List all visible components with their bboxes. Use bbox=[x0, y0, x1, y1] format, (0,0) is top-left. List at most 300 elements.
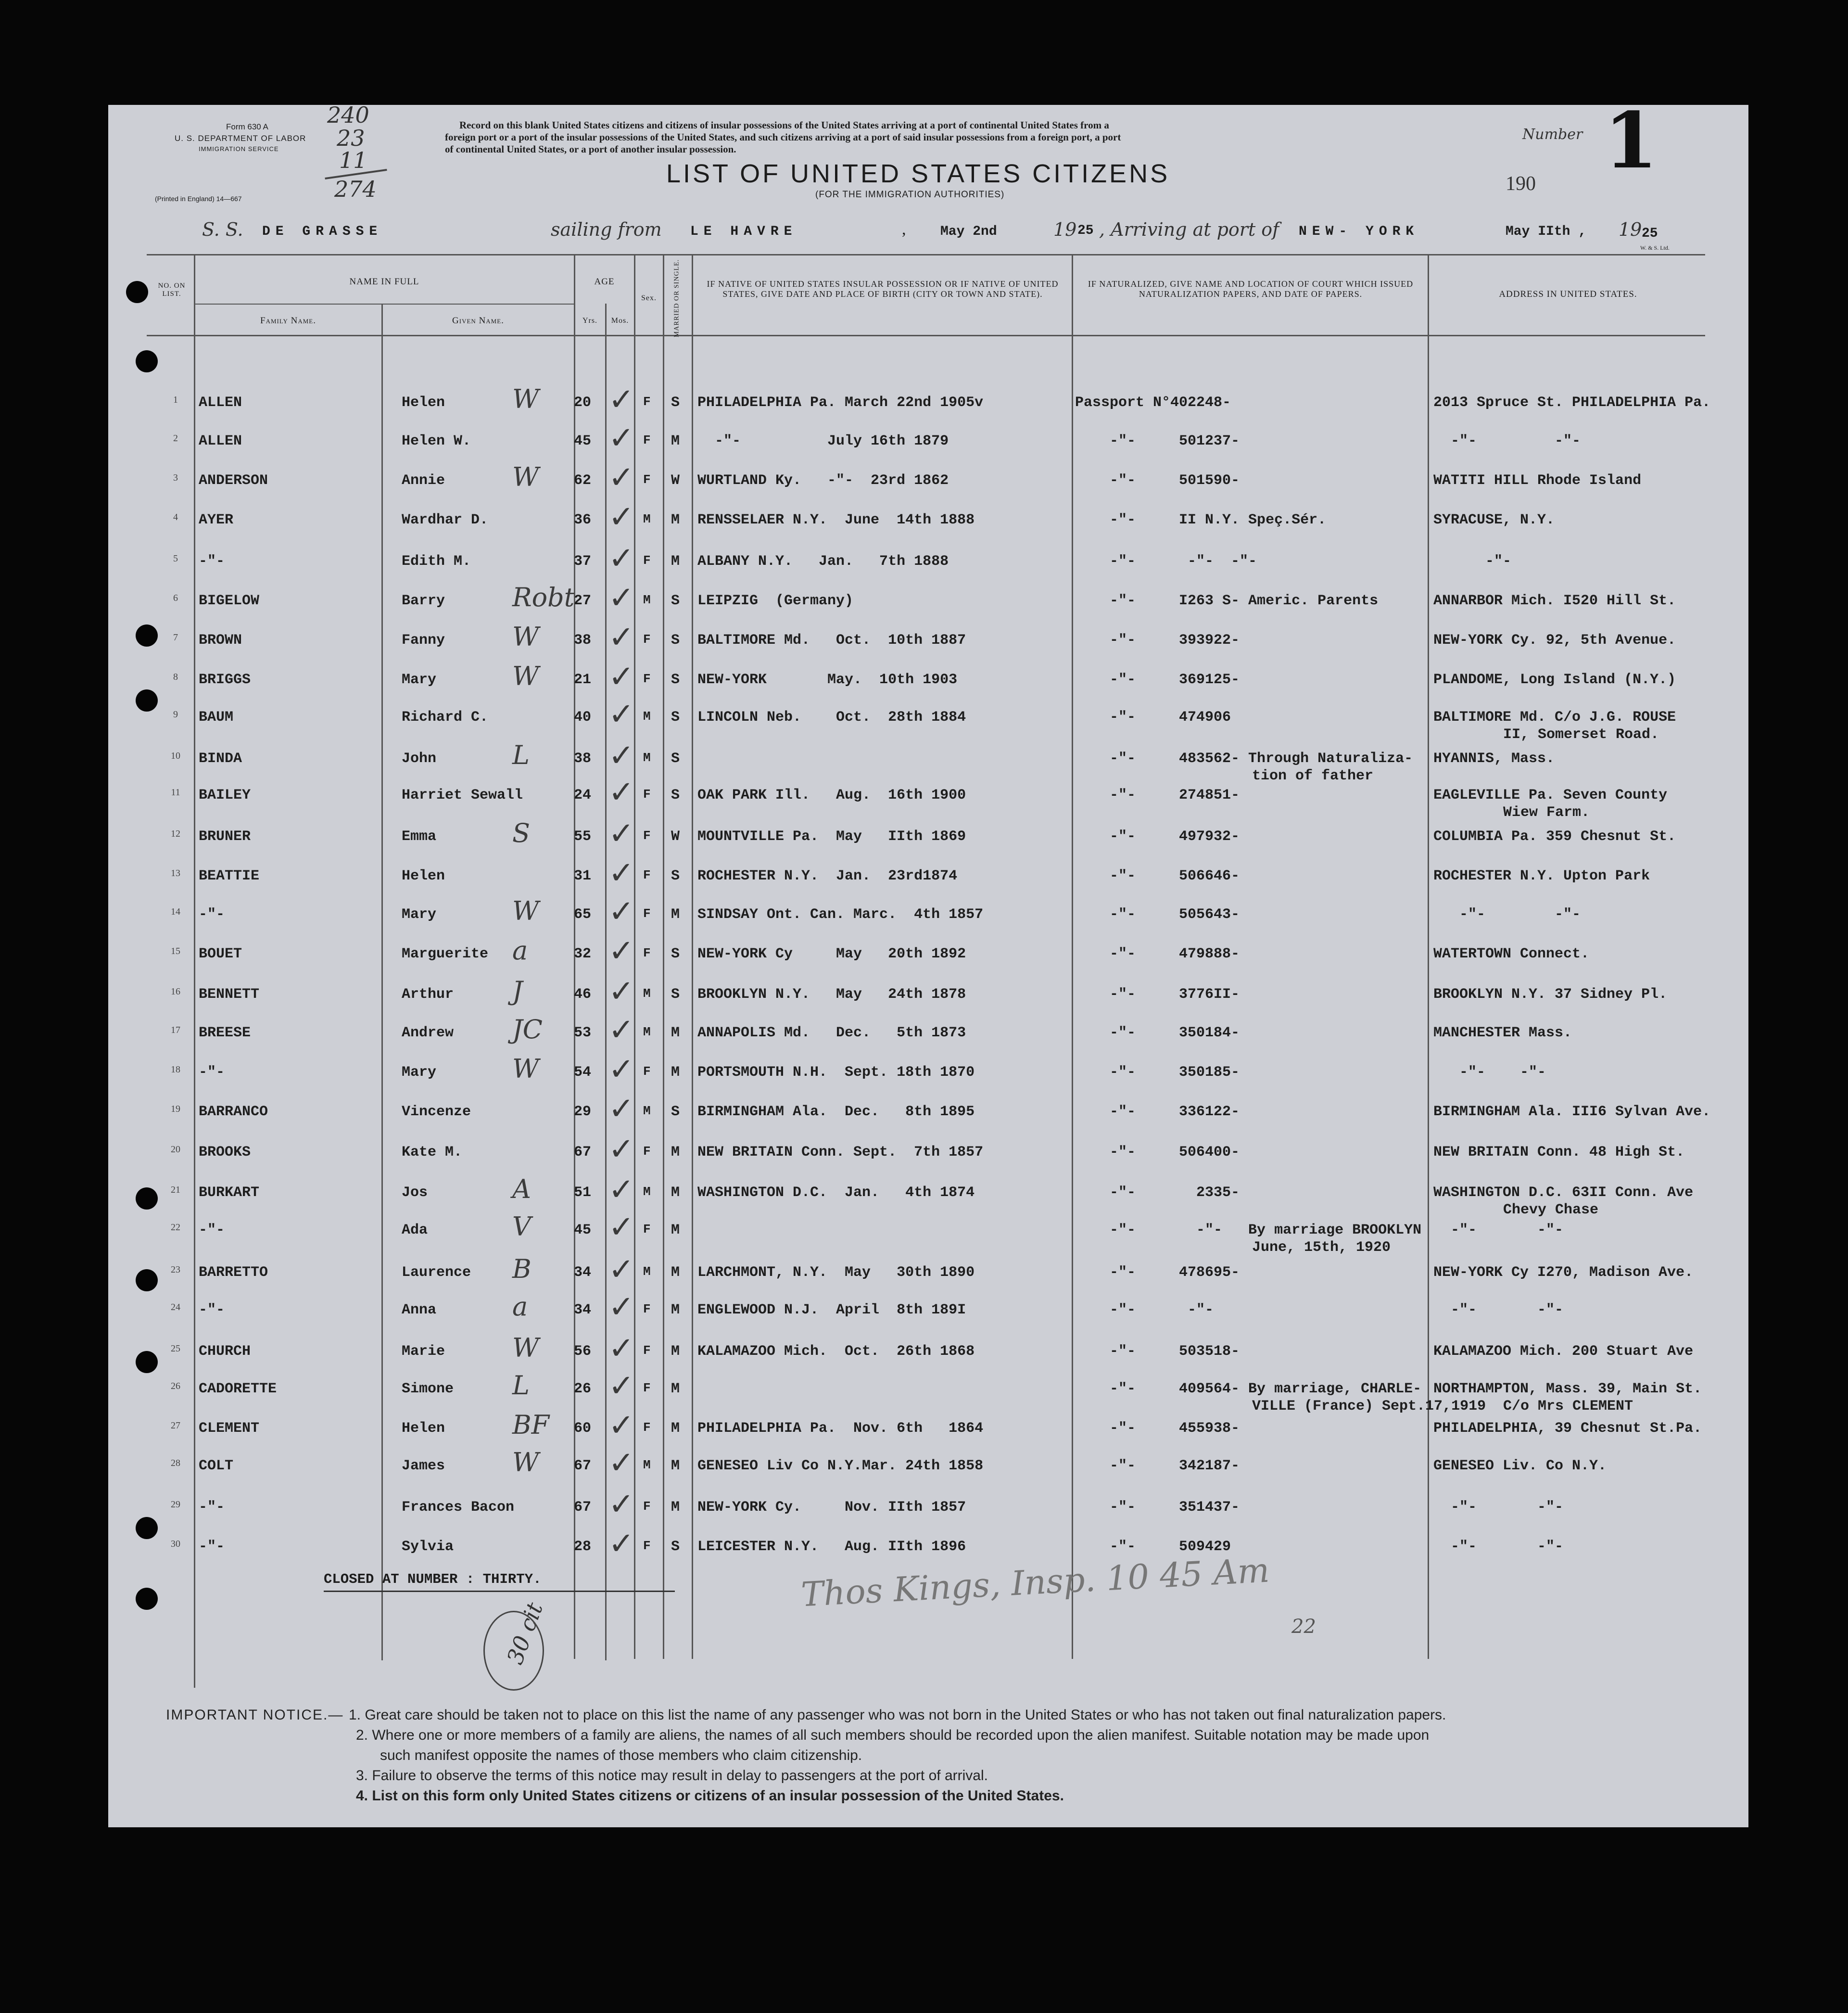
table-row bbox=[108, 1289, 1748, 1331]
family-name: ALLEN bbox=[199, 433, 242, 449]
sex: F bbox=[643, 1499, 651, 1514]
naturalization: -"- 455938- bbox=[1075, 1420, 1240, 1437]
age-years: 67 bbox=[574, 1499, 592, 1516]
birth-place-date: PORTSMOUTH N.H. Sept. 18th 1870 bbox=[697, 1064, 975, 1081]
table-row bbox=[108, 1052, 1748, 1093]
check-mark-icon: ✓ bbox=[608, 1172, 634, 1208]
sex: F bbox=[643, 828, 651, 843]
given-name: Helen W. bbox=[402, 433, 471, 449]
family-name: COLT bbox=[199, 1458, 234, 1474]
form-subtitle: (FOR THE IMMIGRATION AUTHORITIES) bbox=[815, 190, 1005, 200]
row-number: 29 bbox=[171, 1499, 180, 1510]
table-row bbox=[108, 1408, 1748, 1449]
row-number: 1 bbox=[173, 395, 178, 405]
row-number: 13 bbox=[171, 868, 180, 879]
address: HYANNIS, Mass. bbox=[1433, 751, 1555, 767]
ship-name: DE GRASSE bbox=[262, 224, 383, 239]
naturalization: -"- 503518- bbox=[1075, 1343, 1240, 1360]
row-number: 5 bbox=[173, 553, 178, 564]
naturalization-line-2: tion of father bbox=[1252, 768, 1374, 784]
birth-place-date: NEW BRITAIN Conn. Sept. 7th 1857 bbox=[697, 1144, 984, 1160]
punch-hole bbox=[136, 1588, 158, 1610]
notice-label: IMPORTANT NOTICE.— bbox=[166, 1707, 344, 1723]
age-years: 20 bbox=[574, 395, 592, 411]
sex: F bbox=[643, 1144, 651, 1159]
row-number: 30 bbox=[171, 1539, 180, 1549]
naturalization: -"- 3776II- bbox=[1075, 986, 1240, 1003]
service: IMMIGRATION SERVICE bbox=[199, 145, 279, 153]
notice-item-4: 4. List on this form only United States citizens or citizens of an insular possession of the United States. bbox=[356, 1788, 1064, 1804]
table-row bbox=[108, 816, 1748, 857]
handwritten-initial: a bbox=[512, 1291, 528, 1322]
given-name: Kate M. bbox=[402, 1144, 463, 1160]
table-row bbox=[108, 974, 1748, 1015]
address: BROOKLYN N.Y. 37 Sidney Pl. bbox=[1433, 986, 1668, 1003]
table-row bbox=[108, 620, 1748, 661]
family-name: BRUNER bbox=[199, 828, 251, 845]
row-number: 14 bbox=[171, 906, 180, 917]
naturalization: -"- I263 S- Americ. Parents bbox=[1075, 593, 1379, 609]
sex: F bbox=[643, 433, 651, 447]
check-mark-icon: ✓ bbox=[608, 1210, 634, 1245]
age-years: 51 bbox=[574, 1185, 592, 1201]
age-years: 21 bbox=[574, 672, 592, 688]
header-mid-rule bbox=[195, 304, 575, 305]
marital-status: M bbox=[671, 1222, 680, 1238]
table-row bbox=[108, 1132, 1748, 1173]
marital-status: S bbox=[671, 672, 680, 688]
given-name: Emma bbox=[402, 828, 437, 845]
naturalization: -"- -"- -"- bbox=[1075, 553, 1257, 570]
marital-status: M bbox=[671, 1064, 680, 1081]
birth-place-date: OAK PARK Ill. Aug. 16th 1900 bbox=[697, 787, 966, 803]
birth-place-date: LEICESTER N.Y. Aug. IIth 1896 bbox=[697, 1539, 966, 1555]
given-name: Frances Bacon bbox=[402, 1499, 515, 1516]
header-married-single: MARRIED OR SINGLE. bbox=[673, 259, 681, 338]
sex: M bbox=[643, 512, 651, 526]
sex: F bbox=[643, 1343, 651, 1358]
address: BALTIMORE Md. C/o J.G. ROUSE bbox=[1433, 709, 1676, 726]
col-line bbox=[605, 304, 607, 1660]
row-number: 18 bbox=[171, 1064, 180, 1075]
year-suffix: 25 bbox=[1077, 223, 1094, 238]
department: U. S. DEPARTMENT OF LABOR bbox=[175, 134, 306, 143]
check-mark-icon: ✓ bbox=[608, 420, 634, 456]
sex: F bbox=[643, 632, 651, 647]
age-years: 38 bbox=[574, 751, 592, 767]
sex: M bbox=[643, 1458, 651, 1472]
age-years: 34 bbox=[574, 1264, 592, 1281]
sex: F bbox=[643, 906, 651, 921]
check-mark-icon: ✓ bbox=[608, 1526, 634, 1562]
marital-status: M bbox=[671, 1302, 680, 1318]
birth-place-date: PHILADELPHIA Pa. March 22nd 1905v bbox=[697, 395, 984, 411]
age-years: 55 bbox=[574, 828, 592, 845]
family-name: -"- bbox=[199, 1499, 225, 1516]
sex: F bbox=[643, 1302, 651, 1316]
marital-status: M bbox=[671, 433, 680, 449]
marital-status: M bbox=[671, 906, 680, 923]
handwritten-initial: W bbox=[512, 462, 539, 492]
birth-place-date: BALTIMORE Md. Oct. 10th 1887 bbox=[697, 632, 966, 649]
family-name: BARRANCO bbox=[199, 1104, 268, 1120]
birth-place-date: WASHINGTON D.C. Jan. 4th 1874 bbox=[697, 1185, 975, 1201]
form-title: LIST OF UNITED STATES CITIZENS bbox=[666, 159, 1170, 188]
address-line-2: Wiew Farm. bbox=[1503, 804, 1590, 821]
age-years: 65 bbox=[574, 906, 592, 923]
table-row bbox=[108, 541, 1748, 582]
marital-status: W bbox=[671, 828, 680, 845]
sex: M bbox=[643, 709, 651, 724]
sex: M bbox=[643, 1104, 651, 1118]
marital-status: S bbox=[671, 986, 680, 1003]
marital-status: S bbox=[671, 709, 680, 726]
header-mos: Mos. bbox=[611, 317, 629, 325]
naturalization: -"- 274851- bbox=[1075, 787, 1240, 803]
handwritten-initial: S bbox=[512, 818, 530, 848]
given-name: Anna bbox=[402, 1302, 437, 1318]
family-name: AYER bbox=[199, 512, 234, 528]
family-name: BINDA bbox=[199, 751, 242, 767]
sex: M bbox=[643, 1264, 651, 1279]
check-mark-icon: ✓ bbox=[608, 697, 634, 732]
check-mark-icon: ✓ bbox=[608, 1012, 634, 1048]
sex: F bbox=[643, 1381, 651, 1395]
inspector-signature: Thos Kings, Insp. 10 45 Am bbox=[800, 1550, 1271, 1615]
given-name: Simone bbox=[402, 1381, 454, 1397]
table-row bbox=[108, 1368, 1748, 1414]
age-years: 40 bbox=[574, 709, 592, 726]
hand-calc-1: 240 bbox=[327, 102, 369, 128]
address: MANCHESTER Mass. bbox=[1433, 1025, 1572, 1041]
punch-hole bbox=[126, 281, 148, 303]
birth-place-date: NEW-YORK Cy May 20th 1892 bbox=[697, 946, 966, 962]
sex: M bbox=[643, 986, 651, 1001]
row-number: 19 bbox=[171, 1104, 180, 1114]
handwritten-initial: W bbox=[512, 622, 539, 652]
departure-port: LE HAVRE bbox=[690, 224, 797, 239]
check-mark-icon: ✓ bbox=[608, 775, 634, 810]
handwritten-initial: W bbox=[512, 661, 539, 691]
birth-place-date: -"- July 16th 1879 bbox=[697, 433, 949, 449]
address: NEW BRITAIN Conn. 48 High St. bbox=[1433, 1144, 1685, 1160]
notice-item-2b: such manifest opposite the names of those members who claim citizenship. bbox=[380, 1747, 862, 1763]
comma-1: , bbox=[902, 220, 906, 238]
sex: F bbox=[643, 787, 651, 802]
handwritten-initial: J bbox=[512, 976, 523, 1006]
sex: F bbox=[643, 868, 651, 882]
naturalization: -"- 350185- bbox=[1075, 1064, 1240, 1081]
check-mark-icon: ✓ bbox=[608, 1252, 634, 1287]
age-years: 27 bbox=[574, 593, 592, 609]
address: BIRMINGHAM Ala. III6 Sylvan Ave. bbox=[1433, 1104, 1711, 1120]
handwritten-initial: A bbox=[512, 1174, 531, 1204]
family-name: BOUET bbox=[199, 946, 242, 962]
given-name: Arthur bbox=[402, 986, 454, 1003]
given-name: Helen bbox=[402, 868, 445, 884]
marital-status: S bbox=[671, 1539, 680, 1555]
age-years: 36 bbox=[574, 512, 592, 528]
year-prefix: 19 bbox=[1053, 219, 1077, 240]
marital-status: M bbox=[671, 553, 680, 570]
arrival-year-prefix: 19 bbox=[1619, 219, 1642, 240]
naturalization: -"- 501237- bbox=[1075, 433, 1240, 449]
row-number: 3 bbox=[173, 472, 178, 483]
given-name: Marie bbox=[402, 1343, 445, 1360]
given-name: Helen bbox=[402, 395, 445, 411]
page-stamp: 190 bbox=[1506, 173, 1536, 195]
address: KALAMAZOO Mich. 200 Stuart Ave bbox=[1433, 1343, 1694, 1360]
naturalization: -"- 501590- bbox=[1075, 472, 1240, 489]
check-mark-icon: ✓ bbox=[608, 933, 634, 969]
table-row bbox=[108, 1252, 1748, 1293]
age-years: 37 bbox=[574, 553, 592, 570]
age-years: 34 bbox=[574, 1302, 592, 1318]
birth-place-date: GENESEO Liv Co N.Y.Mar. 24th 1858 bbox=[697, 1458, 984, 1474]
row-number: 24 bbox=[171, 1302, 180, 1312]
row-number: 2 bbox=[173, 433, 178, 444]
sex: F bbox=[643, 472, 651, 487]
table-row bbox=[108, 894, 1748, 935]
marital-status: M bbox=[671, 1144, 680, 1160]
address: 2013 Spruce St. PHILADELPHIA Pa. bbox=[1433, 395, 1711, 411]
table-row bbox=[108, 580, 1748, 622]
row-number: 9 bbox=[173, 709, 178, 720]
birth-place-date: LEIPZIG (Germany) bbox=[697, 593, 854, 609]
family-name: BENNETT bbox=[199, 986, 260, 1003]
given-name: Marguerite bbox=[402, 946, 489, 962]
header-list-no: NO. ON LIST. bbox=[158, 282, 186, 298]
check-mark-icon: ✓ bbox=[608, 1445, 634, 1481]
row-number: 6 bbox=[173, 593, 178, 603]
table-row bbox=[108, 1487, 1748, 1528]
closed-at-number: CLOSED AT NUMBER : THIRTY. bbox=[324, 1571, 542, 1587]
age-years: 24 bbox=[574, 787, 592, 803]
age-years: 26 bbox=[574, 1381, 592, 1397]
age-years: 45 bbox=[574, 433, 592, 449]
check-mark-icon: ✓ bbox=[608, 659, 634, 695]
birth-place-date: ENGLEWOOD N.J. April 8th 189I bbox=[697, 1302, 966, 1318]
naturalization: -"- 342187- bbox=[1075, 1458, 1240, 1474]
sex: F bbox=[643, 1420, 651, 1435]
address: COLUMBIA Pa. 359 Chesnut St. bbox=[1433, 828, 1676, 845]
naturalization: -"- 474906 bbox=[1075, 709, 1231, 726]
table-row bbox=[108, 1172, 1748, 1218]
family-name: BAILEY bbox=[199, 787, 251, 803]
marital-status: M bbox=[671, 1458, 680, 1474]
family-name: -"- bbox=[199, 1539, 225, 1555]
age-years: 31 bbox=[574, 868, 592, 884]
given-name: Mary bbox=[402, 906, 437, 923]
naturalization: -"- 393922- bbox=[1075, 632, 1240, 649]
check-mark-icon: ✓ bbox=[608, 382, 634, 418]
address: -"- bbox=[1433, 553, 1512, 570]
naturalization: -"- 506646- bbox=[1075, 868, 1240, 884]
marital-status: M bbox=[671, 1264, 680, 1281]
marital-status: M bbox=[671, 1381, 680, 1397]
printed-note: (Printed in England) 14—667 bbox=[155, 195, 242, 203]
given-name: Mary bbox=[402, 1064, 437, 1081]
closed-underline bbox=[324, 1591, 675, 1592]
family-name: BROWN bbox=[199, 632, 242, 649]
check-mark-icon: ✓ bbox=[608, 1132, 634, 1167]
family-name: BAUM bbox=[199, 709, 234, 726]
header-address: ADDRESS IN UNITED STATES. bbox=[1499, 289, 1637, 299]
naturalization: -"- 505643- bbox=[1075, 906, 1240, 923]
naturalization: -"- 506400- bbox=[1075, 1144, 1240, 1160]
handwritten-initial: L bbox=[512, 1370, 530, 1401]
check-mark-icon: ✓ bbox=[608, 894, 634, 930]
family-name: -"- bbox=[199, 1302, 225, 1318]
check-mark-icon: ✓ bbox=[608, 541, 634, 576]
family-name: -"- bbox=[199, 1222, 225, 1238]
table-row bbox=[108, 1526, 1748, 1567]
address: ROCHESTER N.Y. Upton Park bbox=[1433, 868, 1650, 884]
table-row bbox=[108, 460, 1748, 501]
page-mark: 22 bbox=[1291, 1616, 1316, 1638]
header-given-name: Given Name. bbox=[452, 316, 504, 326]
row-number: 10 bbox=[171, 751, 180, 761]
ss-label: S. S. bbox=[202, 219, 243, 240]
table-row bbox=[108, 1331, 1748, 1372]
arriving-label: , Arriving at port of bbox=[1099, 219, 1279, 240]
address-line-2: Chevy Chase bbox=[1503, 1202, 1599, 1218]
header-top-rule bbox=[147, 254, 1705, 255]
given-name: Jos bbox=[402, 1185, 428, 1201]
table-row bbox=[108, 1445, 1748, 1487]
list-number: 1 bbox=[1604, 95, 1658, 186]
naturalization: -"- 351437- bbox=[1075, 1499, 1240, 1516]
address: WATERTOWN Connect. bbox=[1433, 946, 1590, 962]
given-name: Fanny bbox=[402, 632, 445, 649]
family-name: BREESE bbox=[199, 1025, 251, 1041]
handwritten-initial: W bbox=[512, 1054, 539, 1084]
marital-status: M bbox=[671, 1499, 680, 1516]
check-mark-icon: ✓ bbox=[608, 1331, 634, 1366]
birth-place-date: LINCOLN Neb. Oct. 28th 1884 bbox=[697, 709, 966, 726]
naturalization: -"- 509429 bbox=[1075, 1539, 1231, 1555]
arrival-port: NEW- YORK bbox=[1299, 224, 1419, 239]
given-name: Wardhar D. bbox=[402, 512, 489, 528]
sex: M bbox=[643, 593, 651, 607]
birth-place-date: LARCHMONT, N.Y. May 30th 1890 bbox=[697, 1264, 975, 1281]
printer-mark: W. & S. Ltd. bbox=[1640, 244, 1670, 251]
sex: F bbox=[643, 1064, 651, 1079]
hand-calc-3: 11 bbox=[339, 147, 367, 173]
naturalization: -"- II N.Y. Speç.Sér. bbox=[1075, 512, 1327, 528]
address: WASHINGTON D.C. 63II Conn. Ave bbox=[1433, 1185, 1694, 1201]
naturalization: -"- 478695- bbox=[1075, 1264, 1240, 1281]
naturalization: -"- 336122- bbox=[1075, 1104, 1240, 1120]
sex: F bbox=[643, 1539, 651, 1553]
row-number: 21 bbox=[171, 1185, 180, 1195]
family-name: BIGELOW bbox=[199, 593, 260, 609]
marital-status: W bbox=[671, 472, 680, 489]
notice-item-3: 3. Failure to observe the terms of this notice may result in delay to passengers at the port of arrival. bbox=[356, 1768, 988, 1784]
sex: M bbox=[643, 1185, 651, 1199]
sex: F bbox=[643, 395, 651, 409]
naturalization: -"- -"- bbox=[1075, 1302, 1214, 1318]
family-name: BARRETTO bbox=[199, 1264, 268, 1281]
family-name: -"- bbox=[199, 1064, 225, 1081]
sex: F bbox=[643, 946, 651, 960]
naturalization-line-2: VILLE (France) Sept.17,1919 bbox=[1252, 1398, 1486, 1414]
row-number: 8 bbox=[173, 672, 178, 682]
table-row bbox=[108, 738, 1748, 784]
row-number: 23 bbox=[171, 1264, 180, 1275]
marital-status: S bbox=[671, 593, 680, 609]
birth-place-date: SINDSAY Ont. Can. Marc. 4th 1857 bbox=[697, 906, 984, 923]
given-name: Richard C. bbox=[402, 709, 489, 726]
address-line-2: C/o Mrs CLEMENT bbox=[1503, 1398, 1633, 1414]
marital-status: S bbox=[671, 632, 680, 649]
family-name: BROOKS bbox=[199, 1144, 251, 1160]
table-row bbox=[108, 1091, 1748, 1133]
margin-note-circle bbox=[483, 1611, 544, 1691]
check-mark-icon: ✓ bbox=[608, 974, 634, 1009]
header-yrs: Yrs. bbox=[582, 317, 598, 325]
check-mark-icon: ✓ bbox=[608, 620, 634, 655]
naturalization: -"- -"- By marriage BROOKLYN bbox=[1075, 1222, 1422, 1238]
given-name: Vincenze bbox=[402, 1104, 471, 1120]
sailing-label: sailing from bbox=[551, 219, 662, 240]
address: PLANDOME, Long Island (N.Y.) bbox=[1433, 672, 1676, 688]
check-mark-icon: ✓ bbox=[608, 499, 634, 535]
marital-status: S bbox=[671, 946, 680, 962]
given-name: James bbox=[402, 1458, 445, 1474]
given-name: Harriet Sewall bbox=[402, 787, 523, 803]
row-number: 15 bbox=[171, 946, 180, 956]
given-name: Andrew bbox=[402, 1025, 454, 1041]
row-number: 17 bbox=[171, 1025, 180, 1035]
family-name: CHURCH bbox=[199, 1343, 251, 1360]
age-years: 62 bbox=[574, 472, 592, 489]
birth-place-date: NEW-YORK May. 10th 1903 bbox=[697, 672, 958, 688]
birth-place-date: KALAMAZOO Mich. Oct. 26th 1868 bbox=[697, 1343, 975, 1360]
family-name: -"- bbox=[199, 906, 225, 923]
arrival-date: May IIth , bbox=[1506, 224, 1587, 239]
sex: M bbox=[643, 751, 651, 765]
naturalization: -"- 2335- bbox=[1075, 1185, 1240, 1201]
given-name: Edith M. bbox=[402, 553, 471, 570]
row-number: 25 bbox=[171, 1343, 180, 1354]
instructions-1: Record on this blank United States citizens and citizens of insular possessions of the United States arriving at a port of continental United States from a bbox=[459, 119, 1109, 131]
form-number: Form 630 A bbox=[226, 122, 268, 131]
naturalization: -"- 479888- bbox=[1075, 946, 1240, 962]
naturalization: -"- 483562- Through Naturaliza- bbox=[1075, 751, 1413, 767]
manifest-sheet bbox=[108, 95, 1748, 1827]
birth-place-date: ALBANY N.Y. Jan. 7th 1888 bbox=[697, 553, 949, 570]
birth-place-date: MOUNTVILLE Pa. May IIth 1869 bbox=[697, 828, 966, 845]
naturalization: -"- 409564- By marriage, CHARLE- bbox=[1075, 1381, 1422, 1397]
address: -"- -"- bbox=[1433, 1539, 1564, 1555]
handwritten-initial: V bbox=[512, 1211, 531, 1242]
check-mark-icon: ✓ bbox=[608, 580, 634, 616]
departure-date: May 2nd bbox=[940, 224, 997, 239]
given-name: Ada bbox=[402, 1222, 428, 1238]
table-row bbox=[108, 499, 1748, 541]
header-name-in-full: NAME IN FULL bbox=[349, 277, 419, 287]
naturalization: Passport N°402248- bbox=[1075, 395, 1231, 411]
family-name: ALLEN bbox=[199, 395, 242, 411]
handwritten-initial: BF bbox=[512, 1410, 550, 1440]
address: GENESEO Liv. Co N.Y. bbox=[1433, 1458, 1607, 1474]
given-name: Annie bbox=[402, 472, 445, 489]
check-mark-icon: ✓ bbox=[608, 855, 634, 891]
address: -"- -"- bbox=[1433, 1302, 1564, 1318]
address: -"- -"- bbox=[1433, 1064, 1546, 1081]
marital-status: M bbox=[671, 512, 680, 528]
